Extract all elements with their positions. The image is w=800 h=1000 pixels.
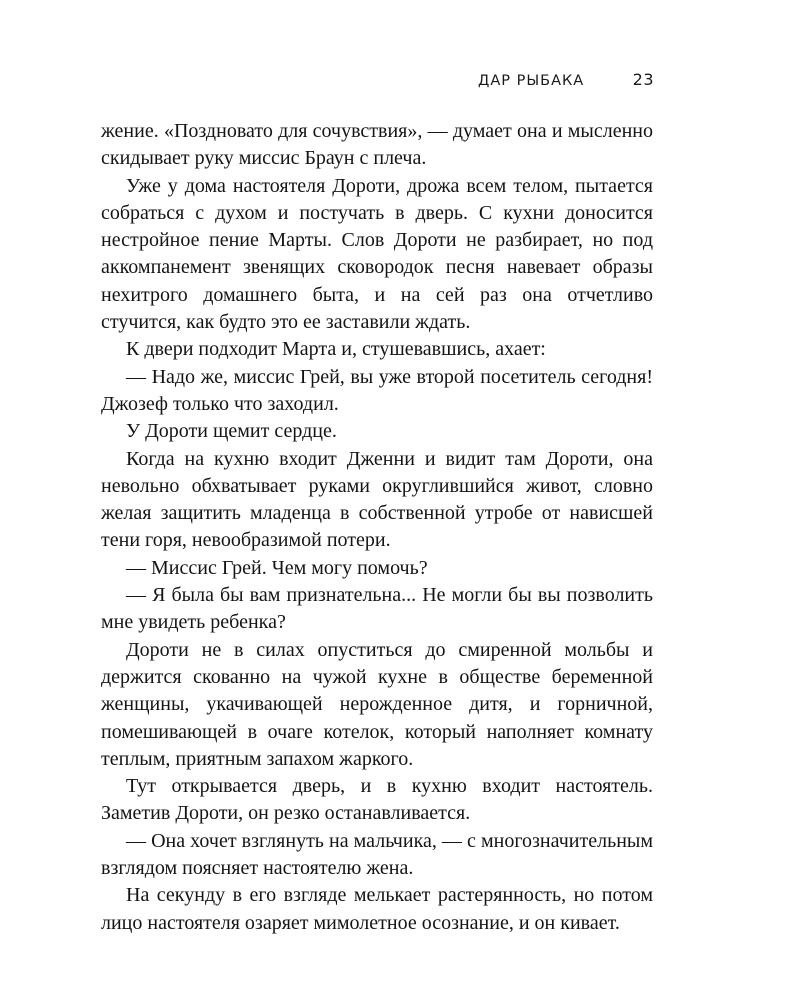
running-head xyxy=(478,70,654,89)
body-text xyxy=(101,118,653,937)
running-title: ДАР РЫБАКА xyxy=(478,73,585,89)
paragraph: Дороти не в силах опуститься до смиренной мольбы и держится скованно на чужой кухне в обществе беременной женщины, укачивающей нерожденное дитя, и горничной, помешивающей в очаге котелок, который наполняет комнату теплым, приятным запахом жаркого. xyxy=(101,638,653,770)
paragraph: Когда на кухню входит Дженни и видит там Дороти, она невольно обхватывает руками округлившийся живот, словно желая защитить младенца в собственной утробе от нависшей тени горя, невообразимой потери. xyxy=(101,447,653,552)
page-number: 23 xyxy=(632,70,654,89)
paragraph: жение. «Поздновато для сочувствия», — думает она и мысленно скидывает руку миссис Браун с плеча. xyxy=(101,120,653,170)
paragraph: — Я была бы вам признательна... Не могли бы вы позволить мне увидеть ребенка? xyxy=(101,584,653,634)
paragraph: — Миссис Грей. Чем могу помочь? xyxy=(126,556,428,579)
paragraph: — Она хочет взглянуть на мальчика, — с многозначительным взглядом поясняет настоятелю жена. xyxy=(101,829,653,880)
paragraph: На секунду в его взгляде мелькает растерянность, но потом лицо настоятеля озаряет мимолетное осознание, и он кивает. xyxy=(101,884,653,934)
paragraph: Уже у дома настоятеля Дороти, дрожа всем телом, пытается собраться с духом и постучать в дверь. С кухни доносится нестройное пение Марты. Слов Дороти не разбирает, но под аккомпанемент звенящих сковородок песня навевает образы нехитрого домашнего быта, и на сей раз она отчетливо стучится, как будто это ее заставили ждать. xyxy=(101,174,653,334)
paragraph: — Надо же, миссис Грей, вы уже второй посетитель сегодня! Джозеф только что заходил. xyxy=(101,365,653,415)
paragraph: У Дороти щемит сердце. xyxy=(126,420,337,443)
paragraph: К двери подходит Марта и, стушевавшись, ахает: xyxy=(126,338,546,361)
paragraph: Тут открывается дверь, и в кухню входит настоятель. Заметив Дороти, он резко останавливается. xyxy=(101,775,653,825)
